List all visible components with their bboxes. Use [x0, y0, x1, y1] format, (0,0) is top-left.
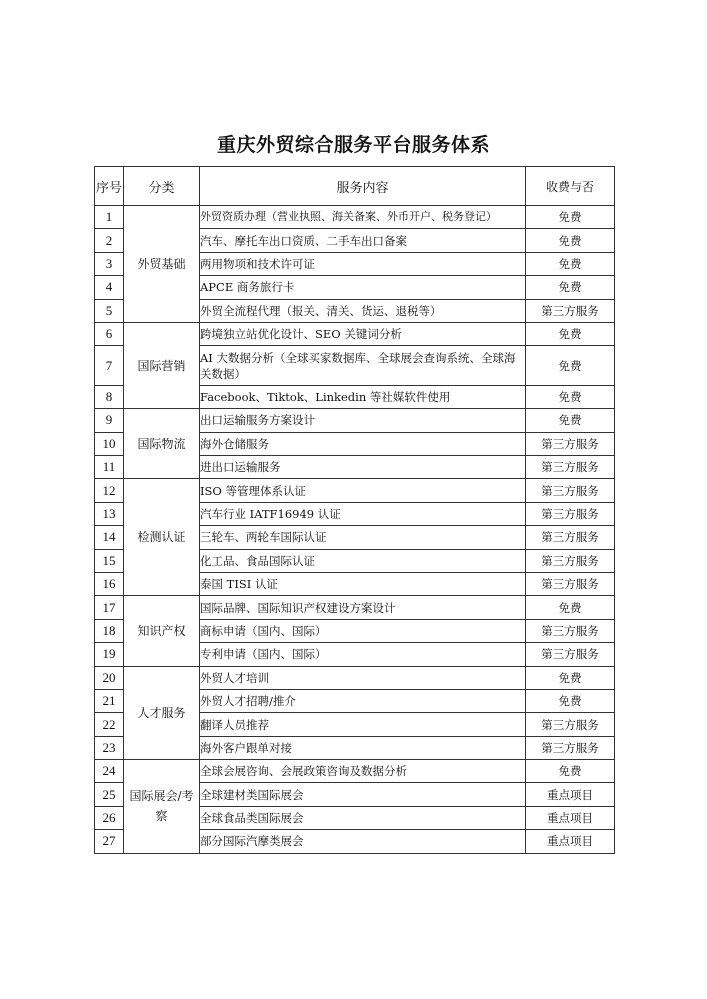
- row-seq: 5: [95, 299, 124, 322]
- table-header-row: [95, 167, 615, 206]
- row-content: 汽车行业 IATF16949 认证: [200, 502, 526, 525]
- row-seq: 6: [95, 322, 124, 345]
- row-seq: 14: [95, 526, 124, 549]
- row-seq: 17: [95, 596, 124, 619]
- row-seq: 2: [95, 229, 124, 252]
- row-seq: 19: [95, 643, 124, 666]
- row-fee: 第三方服务: [526, 526, 615, 549]
- row-seq: 13: [95, 502, 124, 525]
- row-fee: 免费: [526, 276, 615, 299]
- row-fee: 第三方服务: [526, 713, 615, 736]
- row-seq: 15: [95, 549, 124, 572]
- row-fee: 第三方服务: [526, 299, 615, 322]
- row-content: 全球建材类国际展会: [200, 783, 526, 806]
- row-fee: 第三方服务: [526, 643, 615, 666]
- row-fee: 免费: [526, 409, 615, 432]
- row-seq: 9: [95, 409, 124, 432]
- row-fee: 免费: [526, 322, 615, 345]
- row-content: 专利申请（国内、国际）: [200, 643, 526, 666]
- row-content: 全球会展咨询、会展政策咨询及数据分析: [200, 760, 526, 783]
- row-fee: 第三方服务: [526, 456, 615, 479]
- header-content: 服务内容: [200, 167, 526, 206]
- row-seq: 16: [95, 572, 124, 595]
- row-content: 部分国际汽摩类展会: [200, 830, 526, 853]
- row-fee: 第三方服务: [526, 572, 615, 595]
- row-seq: 18: [95, 619, 124, 642]
- category-cell: 外贸基础: [124, 206, 200, 323]
- row-fee: 免费: [526, 229, 615, 252]
- category-cell: 人才服务: [124, 666, 200, 760]
- row-seq: 22: [95, 713, 124, 736]
- row-seq: 21: [95, 689, 124, 712]
- row-content: 国际品牌、国际知识产权建设方案设计: [200, 596, 526, 619]
- row-fee: 免费: [526, 385, 615, 408]
- header-fee: 收费与否: [526, 167, 615, 206]
- table-row: [95, 666, 615, 689]
- row-seq: 7: [95, 346, 124, 386]
- row-fee: 第三方服务: [526, 502, 615, 525]
- row-content: 商标申请（国内、国际）: [200, 619, 526, 642]
- row-content: APCE 商务旅行卡: [200, 276, 526, 299]
- table-row: [95, 206, 615, 229]
- row-seq: 3: [95, 252, 124, 275]
- row-seq: 24: [95, 760, 124, 783]
- row-content: 汽车、摩托车出口资质、二手车出口备案: [200, 229, 526, 252]
- row-content: 外贸资质办理（营业执照、海关备案、外币开户、税务登记）: [200, 206, 526, 229]
- table-row: [95, 760, 615, 783]
- row-seq: 23: [95, 736, 124, 759]
- row-content: 两用物项和技术许可证: [200, 252, 526, 275]
- row-content: ISO 等管理体系认证: [200, 479, 526, 502]
- row-content: 化工品、食品国际认证: [200, 549, 526, 572]
- row-fee: 第三方服务: [526, 432, 615, 455]
- row-fee: 免费: [526, 252, 615, 275]
- row-seq: 27: [95, 830, 124, 853]
- row-content: 海外客户跟单对接: [200, 736, 526, 759]
- table-row: [95, 596, 615, 619]
- row-seq: 8: [95, 385, 124, 408]
- table-row: [95, 479, 615, 502]
- row-fee: 第三方服务: [526, 479, 615, 502]
- row-fee: 第三方服务: [526, 619, 615, 642]
- row-fee: 免费: [526, 666, 615, 689]
- row-fee: 免费: [526, 346, 615, 386]
- row-content: 跨境独立站优化设计、SEO 关键词分析: [200, 322, 526, 345]
- row-fee: 重点项目: [526, 830, 615, 853]
- row-fee: 免费: [526, 206, 615, 229]
- row-content: 出口运输服务方案设计: [200, 409, 526, 432]
- row-seq: 4: [95, 276, 124, 299]
- row-content: Facebook、Tiktok、Linkedin 等社媒软件使用: [200, 385, 526, 408]
- row-seq: 11: [95, 456, 124, 479]
- row-content: 外贸人才培训: [200, 666, 526, 689]
- row-fee: 重点项目: [526, 806, 615, 829]
- category-cell: 检测认证: [124, 479, 200, 596]
- category-cell: 知识产权: [124, 596, 200, 666]
- row-content: 翻译人员推荐: [200, 713, 526, 736]
- row-content: 外贸全流程代理（报关、清关、货运、退税等）: [200, 299, 526, 322]
- row-content: 全球食品类国际展会: [200, 806, 526, 829]
- category-cell: 国际展会/考察: [124, 760, 200, 854]
- header-seq: 序号: [95, 167, 124, 206]
- row-fee: 重点项目: [526, 783, 615, 806]
- row-fee: 第三方服务: [526, 736, 615, 759]
- row-seq: 10: [95, 432, 124, 455]
- row-content: 三轮车、两轮车国际认证: [200, 526, 526, 549]
- table-row: [95, 322, 615, 345]
- row-content: 海外仓储服务: [200, 432, 526, 455]
- row-seq: 12: [95, 479, 124, 502]
- row-content: AI 大数据分析（全球买家数据库、全球展会查询系统、全球海关数据）: [200, 346, 526, 386]
- row-fee: 免费: [526, 596, 615, 619]
- row-seq: 20: [95, 666, 124, 689]
- row-seq: 25: [95, 783, 124, 806]
- row-content: 泰国 TISI 认证: [200, 572, 526, 595]
- header-category: 分类: [124, 167, 200, 206]
- category-cell: 国际营销: [124, 322, 200, 408]
- category-cell: 国际物流: [124, 409, 200, 479]
- row-fee: 免费: [526, 760, 615, 783]
- row-seq: 1: [95, 206, 124, 229]
- row-fee: 第三方服务: [526, 549, 615, 572]
- row-fee: 免费: [526, 689, 615, 712]
- row-content: 进出口运输服务: [200, 456, 526, 479]
- page-title: 重庆外贸综合服务平台服务体系: [216, 134, 490, 156]
- service-table: [94, 166, 615, 854]
- row-seq: 26: [95, 806, 124, 829]
- row-content: 外贸人才招聘/推介: [200, 689, 526, 712]
- table-row: [95, 409, 615, 432]
